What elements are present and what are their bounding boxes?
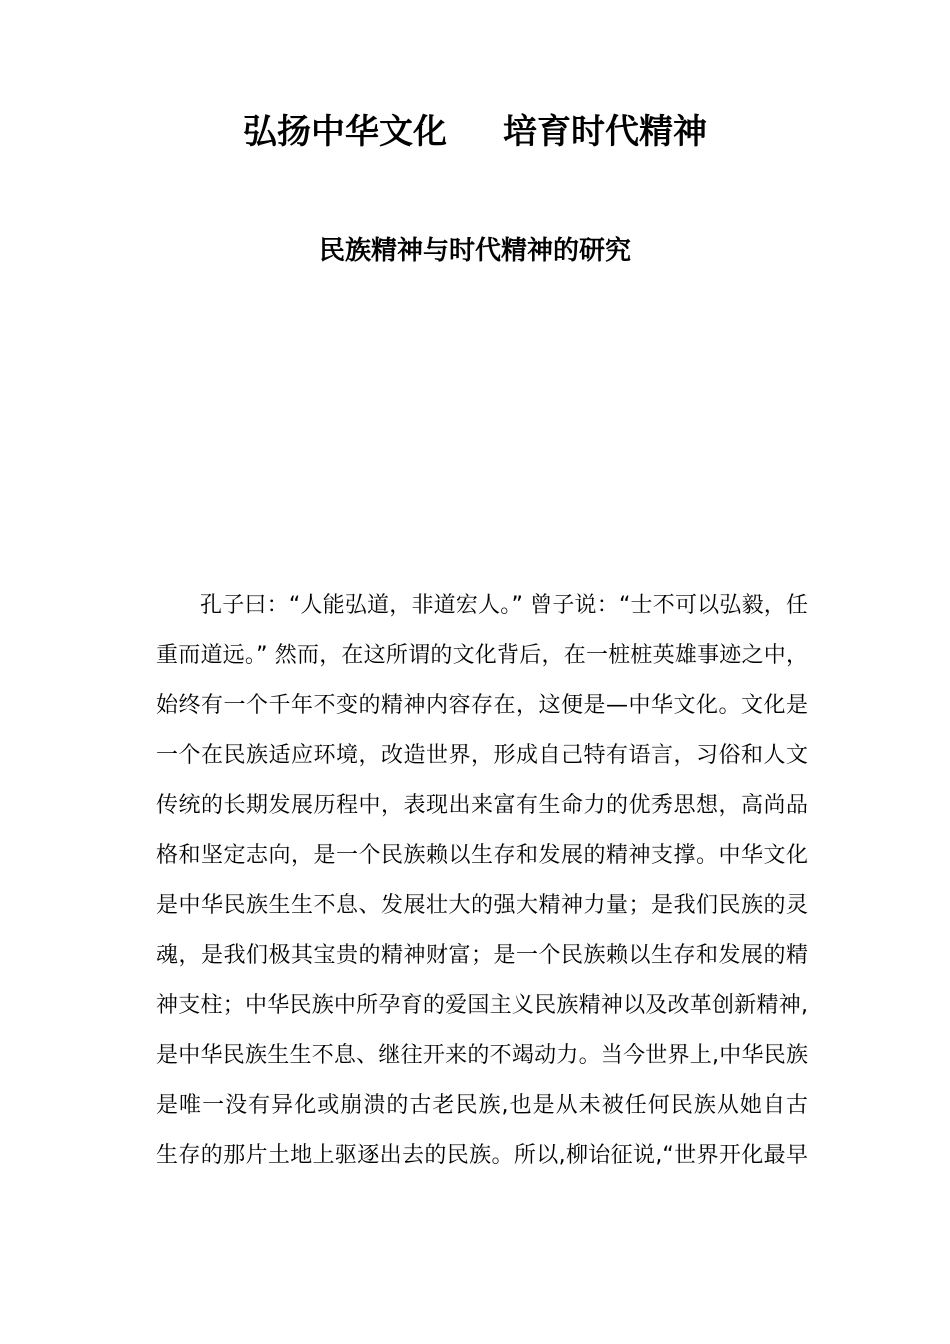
body-paragraph xyxy=(156,586,808,1186)
body-line: 是中华民族生生不息、继往开来的不竭动力。当今世界上,中华民族 xyxy=(156,1043,808,1068)
body-line: 魂，是我们极其宝贵的精神财富；是一个民族赖以生存和发展的精 xyxy=(156,943,808,968)
title-part-1: 弘扬中华文化 xyxy=(243,112,447,152)
body-line: 是中华民族生生不息、发展壮大的强大精神力量；是我们民族的灵 xyxy=(156,893,808,918)
body-line: 一个在民族适应环境，改造世界，形成自己特有语言，习俗和人文 xyxy=(156,743,808,768)
body-line: 神支柱；中华民族中所孕育的爱国主义民族精神以及改革创新精神, xyxy=(156,993,808,1018)
document-subtitle: 民族精神与时代精神的研究 xyxy=(318,236,631,266)
document-title xyxy=(0,108,950,156)
body-line: 孔子曰：“人能弘道，非道宏人。” 曾子说：“士不可以弘毅，任 xyxy=(200,593,808,618)
body-line: 传统的长期发展历程中，表现出来富有生命力的优秀思想，高尚品 xyxy=(156,793,808,818)
body-line: 是唯一没有异化或崩溃的古老民族,也是从未被任何民族从她自古 xyxy=(156,1093,808,1118)
title-part-2: 培育时代精神 xyxy=(503,112,707,152)
body-line: 格和坚定志向，是一个民族赖以生存和发展的精神支撑。中华文化 xyxy=(156,843,808,868)
body-line: 始终有一个千年不变的精神内容存在，这便是—中华文化。文化是 xyxy=(156,693,808,718)
body-line: 生存的那片土地上驱逐出去的民族。所以,柳诒征说,“世界开化最早 xyxy=(156,1143,808,1168)
body-line: 重而道远。” 然而，在这所谓的文化背后，在一桩桩英雄事迹之中， xyxy=(156,643,808,668)
